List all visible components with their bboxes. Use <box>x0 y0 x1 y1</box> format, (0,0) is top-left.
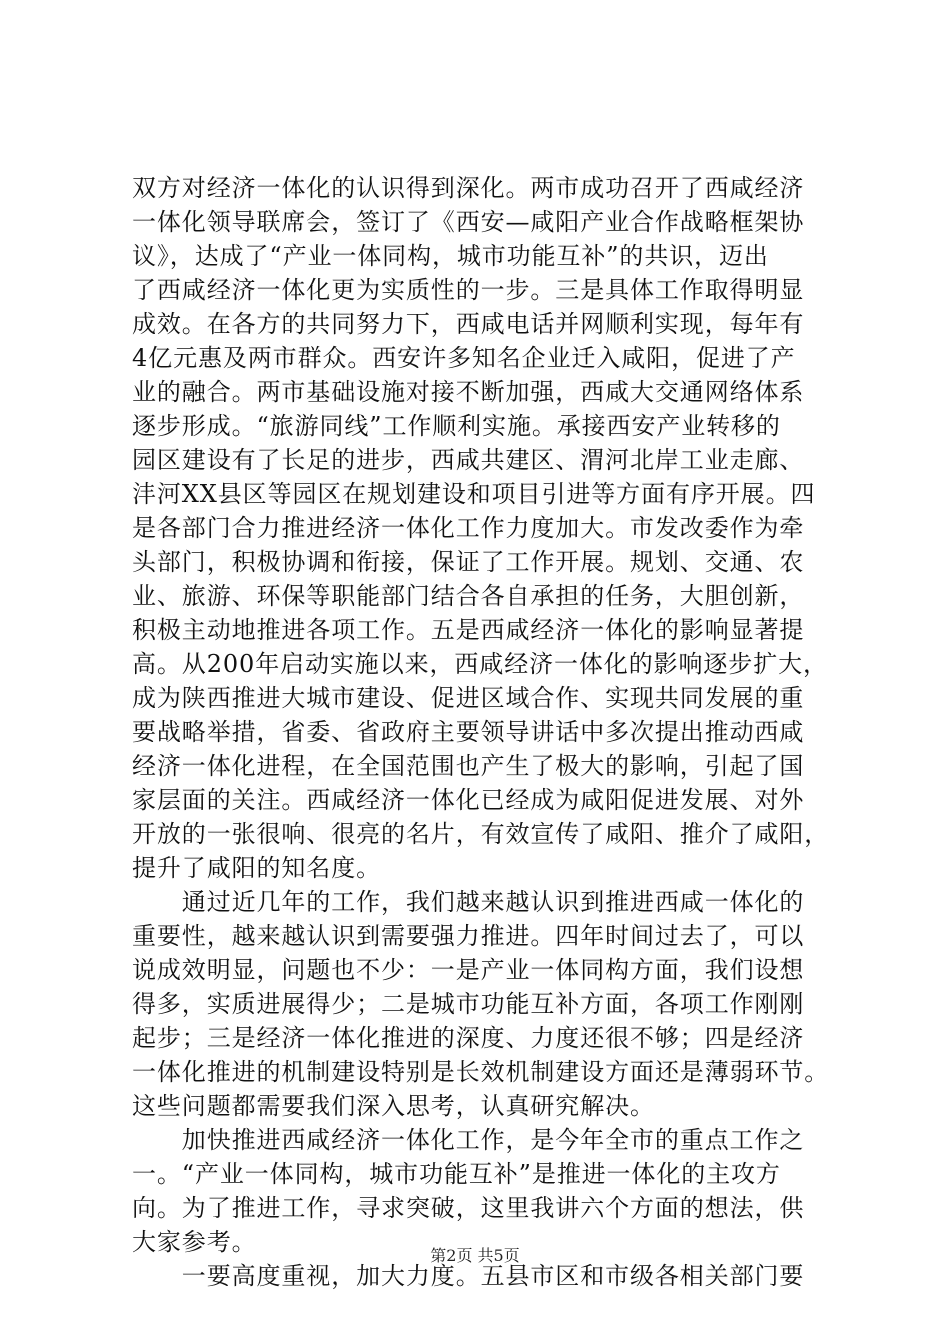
text-line: 头部门，积极协调和衔接，保证了工作开展。规划、交通、农 <box>132 548 805 576</box>
text-line: 向。为了推进工作，寻求突破，这里我讲六个方面的想法，供 <box>132 1194 805 1222</box>
text-line: 成为陕西推进大城市建设、促进区域合作、实现共同发展的重 <box>132 684 805 712</box>
text-line: 高。从200年启动实施以来，西咸经济一体化的影响逐步扩大， <box>132 650 828 678</box>
text-line: 沣河XX县区等园区在规划建设和项目引进等方面有序开展。四 <box>132 480 816 508</box>
text-line: 4亿元惠及两市群众。西安许多知名企业迁入咸阳，促进了产 <box>132 344 796 372</box>
text-line: 加快推进西咸经济一体化工作，是今年全市的重点工作之 <box>132 1126 805 1154</box>
text-line: 说成效明显，问题也不少：一是产业一体同构方面，我们设想 <box>132 956 805 984</box>
text-line: 双方对经济一体化的认识得到深化。两市成功召开了西咸经济 <box>132 174 805 202</box>
text-line: 一要高度重视，加大力度。五县市区和市级各相关部门要 <box>132 1262 805 1290</box>
document-body <box>132 171 832 1293</box>
text-line: 重要性，越来越认识到需要强力推进。四年时间过去了，可以 <box>132 922 805 950</box>
text-line: 这些问题都需要我们深入思考，认真研究解决。 <box>132 1092 655 1120</box>
text-line: 业的融合。两市基础设施对接不断加强，西咸大交通网络体系 <box>132 378 805 406</box>
text-line: 是各部门合力推进经济一体化工作力度加大。市发改委作为牵 <box>132 514 805 542</box>
text-line: 经济一体化进程，在全国范围也产生了极大的影响，引起了国 <box>132 752 805 780</box>
text-line: 业、旅游、环保等职能部门结合各自承担的任务，大胆创新， <box>132 582 805 610</box>
text-line: 一体化推进的机制建设特别是长效机制建设方面还是薄弱环节。 <box>132 1058 830 1086</box>
text-line: 大家参考。 <box>132 1228 257 1256</box>
text-line: 一体化领导联席会，签订了《西安—咸阳产业合作战略框架协 <box>132 208 805 236</box>
text-line: 起步；三是经济一体化推进的深度、力度还很不够；四是经济 <box>132 1024 805 1052</box>
text-line: 园区建设有了长足的进步，西咸共建区、渭河北岸工业走廊、 <box>132 446 805 474</box>
text-line: 一。“产业一体同构，城市功能互补”是推进一体化的主攻方 <box>132 1160 781 1188</box>
text-line: 开放的一张很响、很亮的名片，有效宣传了咸阳、推介了咸阳， <box>132 820 830 848</box>
text-line: 提升了咸阳的知名度。 <box>132 854 381 882</box>
text-line: 了西咸经济一体化更为实质性的一步。三是具体工作取得明显 <box>132 276 805 304</box>
text-line: 得多，实质进展得少；二是城市功能互补方面，各项工作刚刚 <box>132 990 805 1018</box>
page-footer: 第2页 共5页 <box>430 1246 520 1265</box>
text-line: 积极主动地推进各项工作。五是西咸经济一体化的影响显著提 <box>132 616 805 644</box>
text-line: 要战略举措，省委、省政府主要领导讲话中多次提出推动西咸 <box>132 718 805 746</box>
text-line: 通过近几年的工作，我们越来越认识到推进西咸一体化的 <box>132 888 805 916</box>
text-line: 家层面的关注。西咸经济一体化已经成为咸阳促进发展、对外 <box>132 786 805 814</box>
text-line: 逐步形成。“旅游同线”工作顺利实施。承接西安产业转移的 <box>132 412 781 440</box>
text-line: 成效。在各方的共同努力下，西咸电话并网顺利实现，每年有 <box>132 310 805 338</box>
text-line: 议》，达成了“产业一体同构，城市功能互补”的共识，迈出 <box>132 242 769 270</box>
